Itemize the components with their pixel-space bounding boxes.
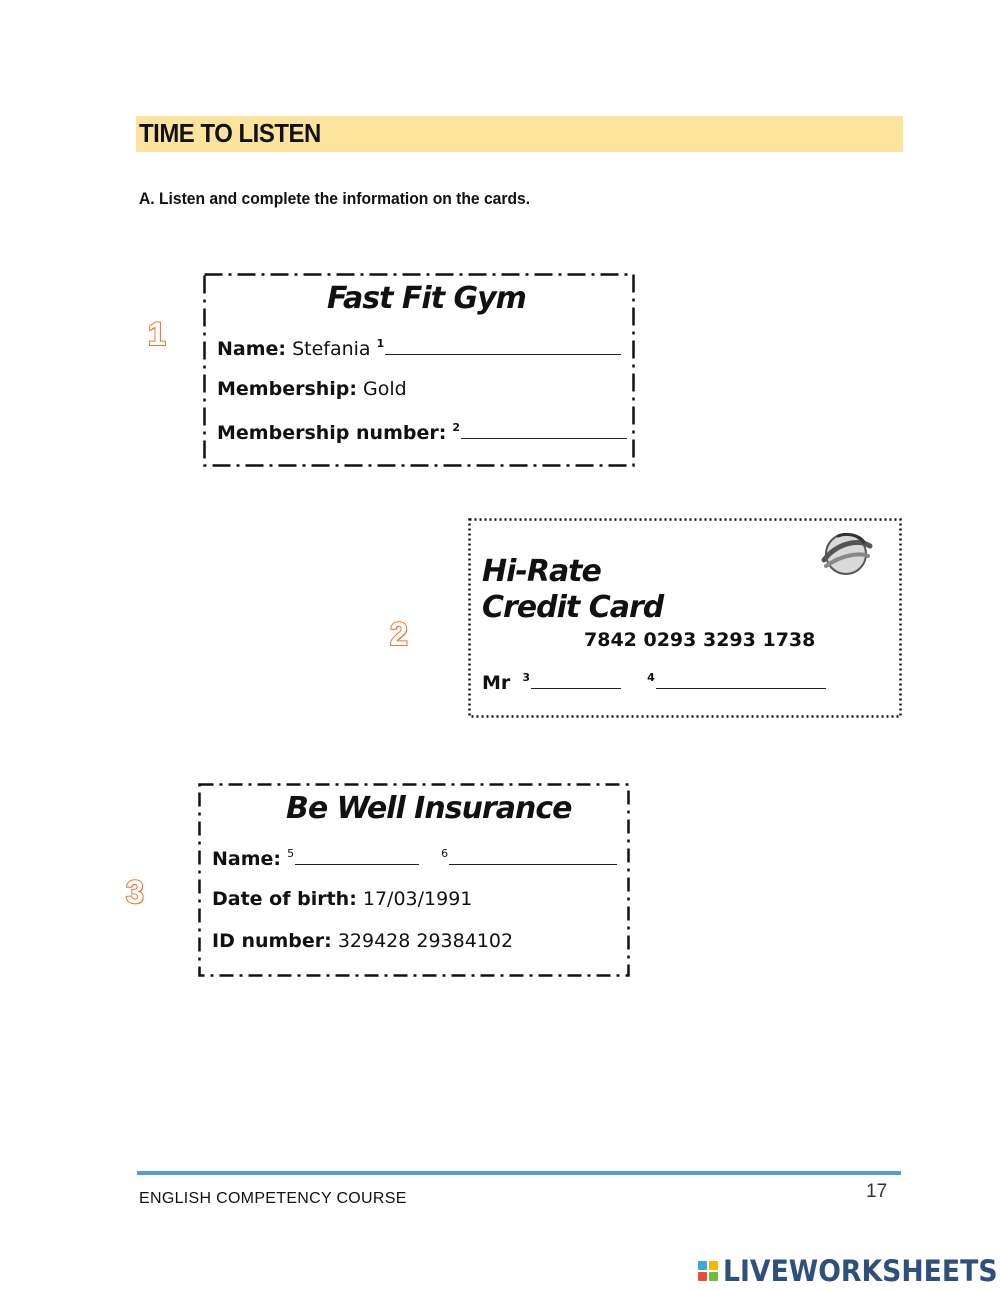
insurance-card-title: Be Well Insurance [286, 791, 572, 826]
credit-card-holder-row [482, 670, 826, 694]
section-title: TIME TO LISTEN [139, 118, 321, 148]
credit-card-title-line1: Hi-Rate [482, 554, 601, 589]
gym-membership-number-label: Membership number: [217, 422, 447, 444]
logo-tiles-icon [698, 1261, 718, 1281]
footer-rule [137, 1171, 901, 1175]
card-number-1: 1 [148, 316, 166, 352]
insurance-dob-row [212, 888, 472, 910]
instruction-text: A. Listen and complete the information on the cards. [139, 189, 531, 208]
logo-tile [709, 1261, 718, 1270]
answer-blank-1[interactable] [385, 336, 621, 355]
holder-prefix: Mr [482, 672, 511, 694]
gym-membership-value: Gold [363, 378, 407, 400]
insurance-dob-value: 17/03/1991 [362, 888, 473, 910]
gym-card [203, 273, 635, 467]
answer-blank-4[interactable] [656, 670, 826, 689]
blank-number-6: 6 [441, 847, 449, 860]
gym-membership-number-row [217, 420, 627, 444]
gym-name-value: Stefania [292, 338, 371, 360]
answer-blank-6[interactable] [449, 846, 617, 865]
credit-card-title-line2: Credit Card [482, 590, 664, 625]
answer-blank-3[interactable] [531, 670, 621, 689]
gym-name-label: Name: [217, 338, 287, 360]
insurance-card [198, 783, 630, 977]
blank-number-3: 3 [522, 671, 531, 684]
liveworksheets-logo [698, 1256, 1000, 1286]
insurance-name-row [212, 846, 617, 870]
gym-name-row [217, 336, 621, 360]
blank-number-5: 5 [287, 847, 295, 860]
logo-tile [698, 1261, 707, 1270]
insurance-id-row [212, 930, 513, 952]
gym-membership-label: Membership: [217, 378, 357, 400]
page-number: 17 [866, 1181, 888, 1202]
logo-tile [709, 1272, 718, 1281]
card-number-3: 3 [126, 874, 144, 910]
insurance-dob-label: Date of birth: [212, 888, 357, 910]
gym-membership-row [217, 378, 407, 400]
insurance-name-label: Name: [212, 848, 282, 870]
blank-number-4: 4 [647, 671, 655, 684]
insurance-id-value: 329428 29384102 [337, 930, 514, 952]
card-number-2: 2 [390, 616, 408, 652]
blank-number-1: 1 [376, 337, 385, 350]
footer-course-title: ENGLISH COMPETENCY COURSE [139, 1190, 407, 1207]
answer-blank-2[interactable] [461, 420, 627, 439]
blank-number-2: 2 [452, 421, 461, 434]
gym-card-title: Fast Fit Gym [327, 281, 526, 316]
credit-card [468, 518, 902, 718]
credit-card-number: 7842 0293 3293 1738 [584, 629, 816, 651]
insurance-id-label: ID number: [212, 930, 332, 952]
logo-tile [698, 1272, 707, 1281]
logo-text: LIVEWORKSHEETS [723, 1254, 998, 1288]
answer-blank-5[interactable] [295, 846, 419, 865]
globe-swirl-icon [818, 526, 874, 582]
